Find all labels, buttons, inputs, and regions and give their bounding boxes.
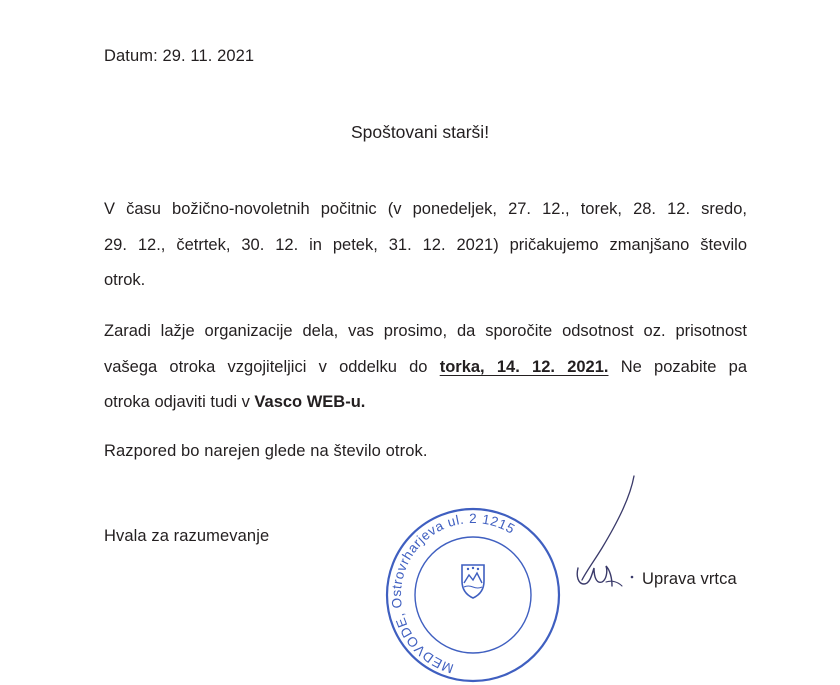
handwritten-signature xyxy=(572,468,647,600)
paragraph2-line3-prefix: otroka odjaviti tudi v xyxy=(104,393,250,411)
date-line: Datum: 29. 11. 2021 xyxy=(104,47,255,65)
greeting-heading: Spoštovani starši! xyxy=(350,122,490,142)
paragraph1-line1: V času božično-novoletnih počitnic (v ponedeljek, 27. 12., torek, 28. 12. sredo, xyxy=(104,200,747,218)
paragraph2-line1: Zaradi lažje organizacije dela, vas prosimo, da sporočite odsotnost oz. prisotnost xyxy=(104,322,747,340)
signoff-management: Uprava vrtca xyxy=(642,570,737,588)
vasco-web-system: Vasco WEB-u. xyxy=(254,393,366,411)
stamp-text: MEDVODE, Ostrovrharjeva ul. 2 1215 xyxy=(388,510,518,677)
paragraph-schedule-note: Razpored bo narejen glede na število otrok. xyxy=(104,442,428,460)
paragraph2-line3 xyxy=(104,385,747,420)
closing-thanks: Hvala za razumevanje xyxy=(104,527,270,545)
paragraph1-line3: otrok. xyxy=(104,271,146,289)
official-stamp-seal xyxy=(383,505,563,685)
paragraph2-line2-suffix: Ne pozabite pa xyxy=(620,358,747,376)
paragraph2-line2-prefix: vašega otroka vzgojiteljici v oddelku do xyxy=(104,358,428,376)
deadline-date: torka, 14. 12. 2021. xyxy=(439,358,609,376)
paragraph2-line2 xyxy=(104,350,747,385)
paragraph1-line2: 29. 12., četrtek, 30. 12. in petek, 31. 12. 2021) pričakujemo zmanjšano število xyxy=(104,236,747,254)
slovenia-coat-of-arms-icon xyxy=(462,565,484,598)
